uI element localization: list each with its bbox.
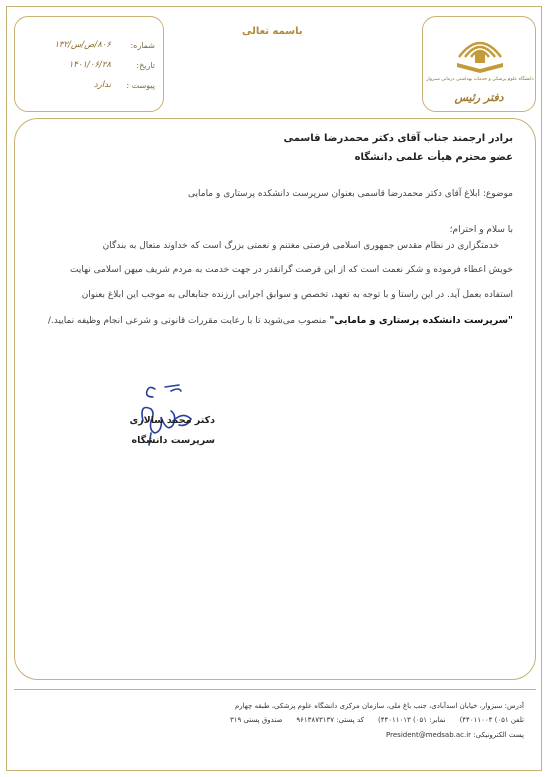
body-line-4 bbox=[35, 315, 513, 326]
footer-phone: تلفن ۰۵۱) ۴۴۰۱۱۰۰۴) bbox=[459, 716, 524, 724]
body-line-1: خدمتگزاری در نظام مقدس جمهوری اسلامی فرصتی مغتنم و نعمتی بزرگ است که خداوند متعال به بندگان bbox=[102, 241, 499, 251]
body-line-3: استفاده بعمل آید. در این راستا و با توجه به تعهد، تخصص و سوابق اجرایی ارزنده جنابعالی به موجب این ابلاغ بعنوان bbox=[81, 290, 513, 300]
meta-attachment-label: پیوست : bbox=[126, 81, 155, 90]
body-line-4-rest: منصوب می‌شوید تا با رعایت مقررات قانونی و شرعی انجام وظیفه نمایید./ bbox=[47, 316, 330, 326]
university-logo-icon bbox=[455, 27, 505, 73]
greeting: با سلام و احترام؛ bbox=[449, 225, 513, 235]
meta-date-label: تاریخ: bbox=[136, 61, 155, 70]
letterhead bbox=[14, 12, 536, 112]
footer-po-box: صندوق پستی ۳۱۹ bbox=[229, 716, 283, 724]
footer-fax: نمابر: ۰۵۱) ۴۴۰۱۱۰۱۳) bbox=[377, 716, 446, 724]
meta-attachment-value: ندارد bbox=[93, 80, 111, 90]
recipient-position: عضو محترم هیأت علمی دانشگاه bbox=[354, 152, 513, 163]
recipient-name: برادر ارجمند جناب آقای دکتر محمدرضا قاسمی bbox=[283, 133, 513, 144]
letter-body-frame bbox=[14, 118, 536, 680]
meta-number bbox=[21, 39, 159, 55]
meta-date bbox=[21, 59, 159, 75]
meta-attachment bbox=[21, 79, 159, 95]
letter-subject: موضوع: ابلاغ آقای دکتر محمدرضا قاسمی بعنوان سرپرست دانشکده پرستاری و مامایی bbox=[188, 189, 513, 199]
university-name: دانشگاه علوم پزشکی و خدمات بهداشتی درمانی سبزوار bbox=[426, 77, 534, 82]
signer-title: سرپرست دانشگاه bbox=[131, 435, 215, 446]
meta-number-value: ۸۰۶/ص/س/۱۳۲ bbox=[54, 40, 111, 50]
meta-number-label: شماره: bbox=[130, 41, 155, 50]
footer-email: پست الکترونیکی: President@medsab.ac.ir bbox=[386, 731, 524, 739]
letter-meta-box bbox=[14, 16, 164, 112]
footer-contacts bbox=[216, 716, 524, 724]
footer-divider bbox=[14, 689, 536, 690]
footer-postal-code: کد پستی: ۹۶۱۳۸۷۳۱۳۷ bbox=[296, 716, 364, 724]
appointment-title: "سرپرست دانشکده پرستاری و مامایی" bbox=[329, 315, 513, 326]
office-box bbox=[422, 16, 536, 112]
signer-name: دکتر محمد سالاری bbox=[129, 415, 215, 426]
footer-address: آدرس: سبزوار، خیابان اسدآبادی، جنب باغ ملی، سازمان مرکزی دانشگاه علوم پزشکی، طبقه چهارم bbox=[234, 702, 524, 710]
meta-date-value: ۱۴۰۱/۰۶/۲۸ bbox=[68, 60, 111, 70]
office-title: دفتر رئیس bbox=[454, 91, 504, 104]
body-line-2: خویش اعطاء فرموده و شکر نعمت است که از این فرصت گرانقدر در جهت خدمت به مردم شریف میهن اسلامی نهایت bbox=[69, 265, 513, 275]
basmala: باسمه تعالی bbox=[242, 26, 303, 37]
